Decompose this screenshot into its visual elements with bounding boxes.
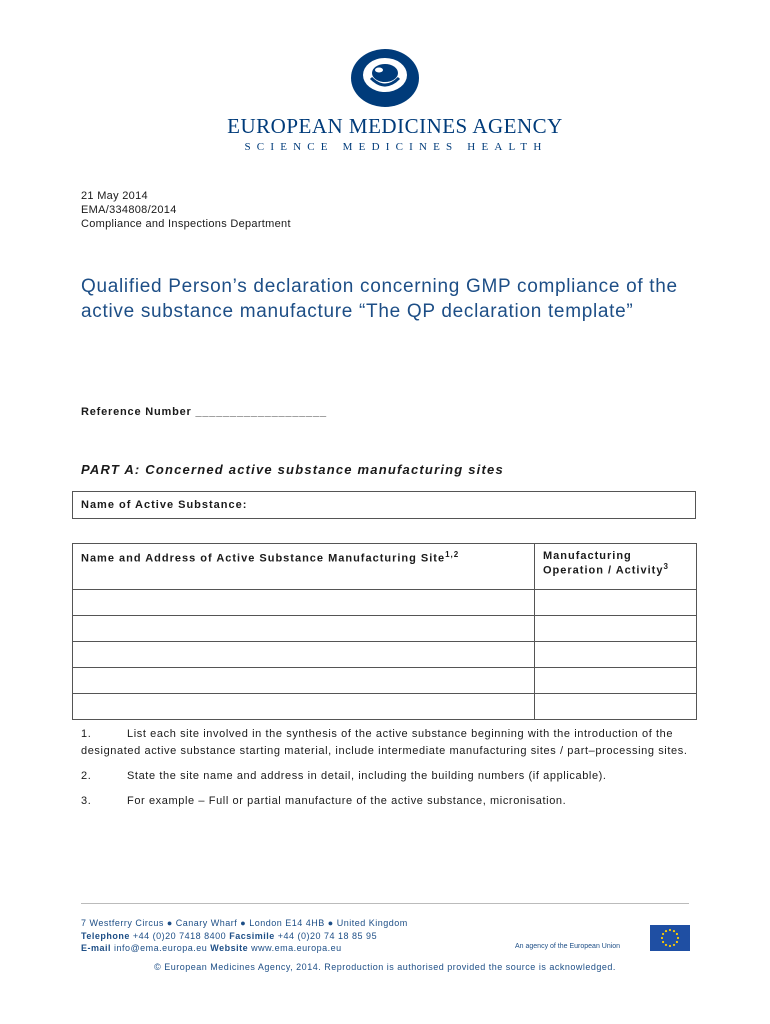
email-link[interactable]: info@ema.europa.eu — [114, 943, 208, 953]
copyright-notice: © European Medicines Agency, 2014. Reproduction is authorised provided the source is acknowledged. — [154, 962, 616, 972]
document-department: Compliance and Inspections Department — [81, 218, 291, 230]
document-reference: EMA/334808/2014 — [81, 204, 177, 216]
activity-cell[interactable] — [535, 642, 697, 668]
active-substance-label: Name of Active Substance: — [81, 499, 248, 511]
activity-cell[interactable] — [535, 694, 697, 720]
document-meta — [81, 189, 291, 231]
eu-flag-icon — [650, 925, 690, 951]
ema-emblem-icon — [349, 48, 421, 108]
eu-star-icon — [673, 930, 675, 932]
eu-star-icon — [676, 941, 678, 943]
eu-agency-text: An agency of the European Union — [515, 943, 621, 950]
eu-star-icon — [665, 930, 667, 932]
footer-web-line: E-mail info@ema.europa.eu Website www.ema.europa.eu — [81, 943, 342, 953]
footer-divider — [81, 903, 689, 904]
eu-star-icon — [662, 933, 664, 935]
footer-phone-line: Telephone +44 (0)20 7418 8400 Facsimile +44 (0)20 74 18 85 95 — [81, 930, 378, 941]
site-cell[interactable] — [73, 694, 535, 720]
table-row — [73, 642, 697, 668]
footnote-2: 2. State the site name and address in detail, including the building numbers (if applicable). — [81, 770, 607, 782]
footnote-3: 3. For example – Full or partial manufacture of the active substance, micronisation. — [81, 795, 567, 807]
active-substance-field[interactable] — [72, 491, 696, 519]
eu-star-icon — [677, 937, 679, 939]
document-title: Qualified Person’s declaration concerning GMP compliance of the active substance manufacture “The QP declaration template” — [81, 276, 678, 322]
footer-address: 7 Westferry Circus ● Canary Wharf ● London E14 4HB ● United Kingdom — [81, 918, 408, 928]
site-column-header: Name and Address of Active Substance Manufacturing Site$^{1,2}$ — [73, 544, 535, 590]
table-row — [73, 668, 697, 694]
ema-logo — [0, 48, 770, 153]
eu-star-icon — [669, 945, 671, 947]
activity-cell[interactable] — [535, 590, 697, 616]
table-row — [73, 694, 697, 720]
eu-star-icon — [669, 929, 671, 931]
eu-star-icon — [673, 944, 675, 946]
table-header-row — [73, 544, 697, 590]
eu-star-icon — [676, 933, 678, 935]
manufacturing-sites-table — [72, 543, 697, 720]
footnotes — [81, 726, 696, 818]
table-row — [73, 616, 697, 642]
reference-number-field[interactable]: Reference Number ___________________ — [81, 406, 327, 418]
footer-contact — [81, 917, 408, 955]
agency-tagline: SCIENCE MEDICINES HEALTH — [244, 141, 548, 153]
agency-name: EUROPEAN MEDICINES AGENCY — [227, 114, 563, 138]
document-date: 21 May 2014 — [81, 190, 148, 202]
part-a-heading: PART A: Concerned active substance manufacturing sites — [81, 462, 504, 477]
activity-cell[interactable] — [535, 668, 697, 694]
activity-column-header: Manufacturing Operation / Activity$^3$ — [535, 544, 697, 590]
activity-cell[interactable] — [535, 616, 697, 642]
site-cell[interactable] — [73, 642, 535, 668]
site-cell[interactable] — [73, 590, 535, 616]
eu-star-icon — [661, 937, 663, 939]
footnote-1: 1. List each site involved in the synthesis of the active substance beginning with the introduction of the designated active substance starting material, include intermediate manufacturing sites / part–processing sites. — [81, 728, 688, 757]
eu-star-icon — [665, 944, 667, 946]
eu-star-icon — [662, 941, 664, 943]
site-cell[interactable] — [73, 668, 535, 694]
site-cell[interactable] — [73, 616, 535, 642]
website-link[interactable]: www.ema.europa.eu — [251, 943, 342, 953]
table-row — [73, 590, 697, 616]
